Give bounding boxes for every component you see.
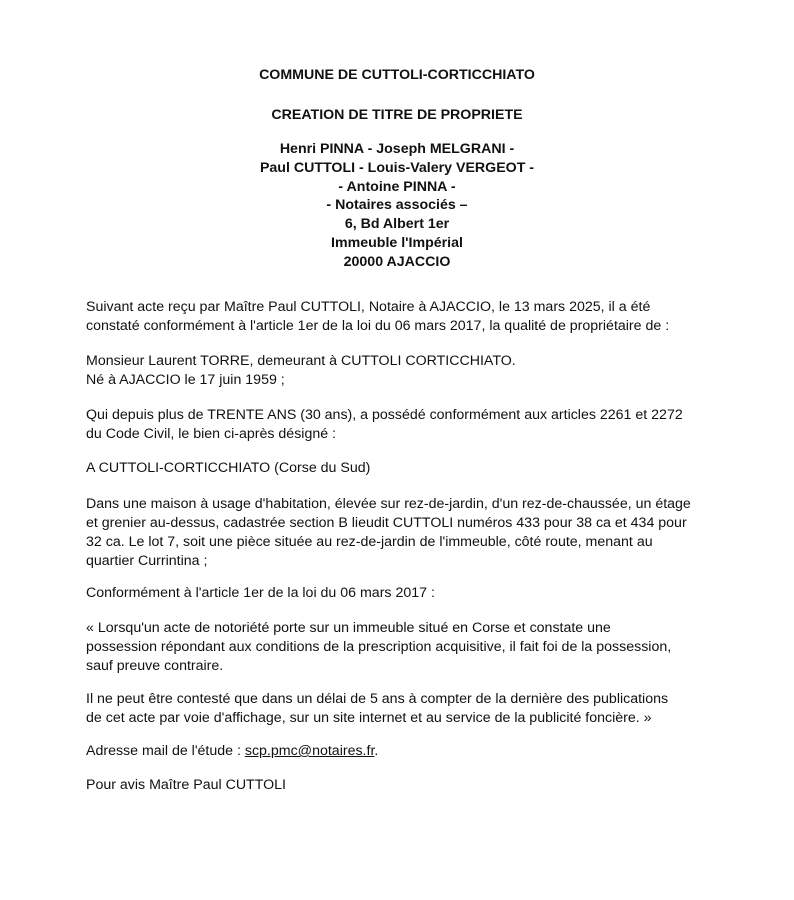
email-link[interactable]: scp.pmc@notaires.fr <box>244 743 375 759</box>
property-description-paragraph: Dans une maison à usage d'habitation, élevée sur rez-de-jardin, d'un rez-de-chaussée, un étage et grenier au-dessus, cadastrée section B lieudit CUTTOLI numéros 433 pour 38 ca et 434 pour 32 ca. Le lot 7, soit une pièce située au rez-de-jardin de l'immeuble, côté route, menant au quartier Currintina ; <box>86 496 691 569</box>
notaries-line: Paul CUTTOLI - Louis-Valery VERGEOT - <box>259 159 535 176</box>
contact-label: Adresse mail de l'étude : <box>86 743 245 759</box>
location-paragraph: A CUTTOLI-CORTICCHIATO (Corse du Sud) <box>86 460 371 476</box>
owner-paragraph: Monsieur Laurent TORRE, demeurant à CUTTOLI CORTICCHIATO. Né à AJACCIO le 17 juin 1959 ; <box>86 353 516 388</box>
office-address-line: Immeuble l'Impérial <box>331 234 463 251</box>
notaries-line: Henri PINNA - Joseph MELGRANI - <box>279 141 515 157</box>
contact-paragraph <box>86 742 746 761</box>
notaries-line: - Antoine PINNA - <box>338 178 456 195</box>
contact-suffix: . <box>374 743 379 759</box>
commune-heading: COMMUNE DE CUTTOLI-CORTICCHIATO <box>259 67 535 83</box>
possession-paragraph: Qui depuis plus de TRENTE ANS (30 ans), a possédé conformément aux articles 2261 et 2272 du Code Civil, le bien ci-après désigné : <box>86 407 683 442</box>
office-address-line: 20000 AJACCIO <box>343 253 451 270</box>
closing-line: Pour avis Maître Paul CUTTOLI <box>86 777 287 793</box>
office-address-line: 6, Bd Albert 1er <box>344 216 450 233</box>
contest-paragraph: Il ne peut être contesté que dans un délai de 5 ans à compter de la dernière des publications de cet acte par voie d'affichage, sur un site internet et au service de la publicité foncière. » <box>86 691 669 726</box>
notaries-block <box>0 140 794 272</box>
notaries-line: - Notaires associés – <box>326 197 468 214</box>
deed-paragraph: Suivant acte reçu par Maître Paul CUTTOLI, Notaire à AJACCIO, le 13 mars 2025, il a été constaté conformément à l'article 1er de la loi du 06 mars 2017, la qualité de propriétaire de : <box>86 299 670 334</box>
law-quote-paragraph: « Lorsqu'un acte de notoriété porte sur un immeuble situé en Corse et constate une possession répondant aux conditions de la prescription acquisitive, il fait foi de la possession, sauf preuve contraire. <box>86 620 672 674</box>
notice-title: CREATION DE TITRE DE PROPRIETE <box>271 107 523 123</box>
law-reference-paragraph: Conformément à l'article 1er de la loi du 06 mars 2017 : <box>86 585 435 601</box>
